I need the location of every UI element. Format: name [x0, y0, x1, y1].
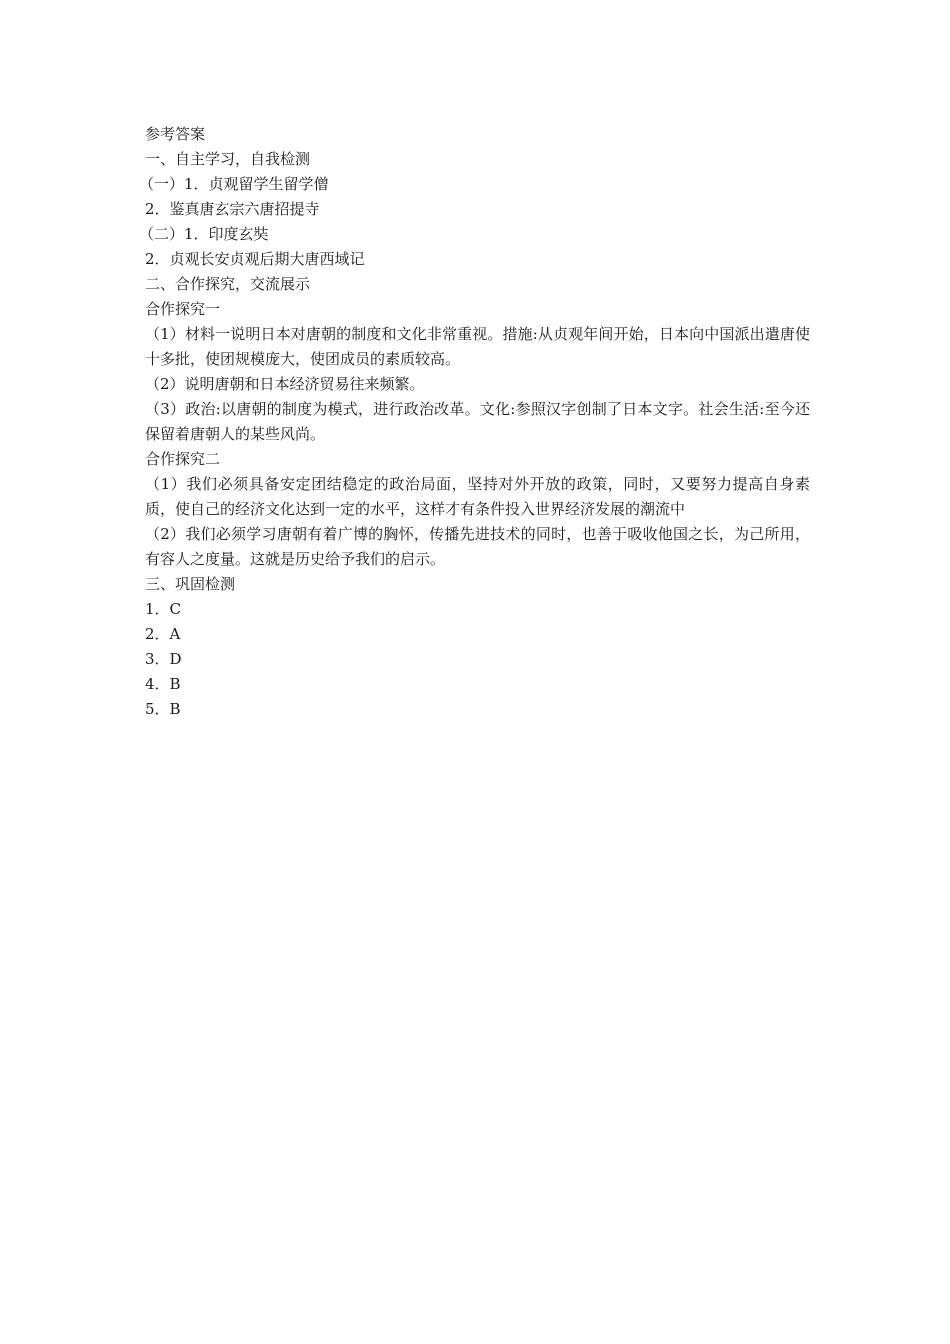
section-1-line-4: 2．贞观长安贞观后期大唐西域记 — [145, 250, 365, 268]
answer-3: 3．D — [145, 650, 182, 668]
part-2-item-1: （1）我们必须具备安定团结稳定的政治局面，坚持对外开放的政策，同时，又要努力提高自身素质，使自己的经济文化达到一定的水平，这样才有条件投入世界经济发展的潮流中 — [145, 475, 810, 518]
answer-1: 1．C — [145, 600, 182, 618]
section-3-heading: 三、巩固检测 — [145, 575, 236, 593]
section-1-heading: 一、自主学习，自我检测 — [145, 150, 311, 168]
section-2-heading: 二、合作探究，交流展示 — [145, 275, 311, 293]
section-1-line-1: （一）1．贞观留学生留学僧 — [139, 175, 329, 193]
answer-document — [139, 122, 810, 722]
answer-4: 4．B — [145, 675, 181, 693]
section-1-line-3: （二）1．印度玄奘 — [139, 225, 269, 243]
answer-2: 2．A — [145, 625, 181, 643]
part-1-heading: 合作探究一 — [145, 300, 221, 318]
document-title: 参考答案 — [145, 125, 206, 143]
answer-5: 5．B — [145, 700, 181, 718]
part-1-item-2: （2）说明唐朝和日本经济贸易往来频繁。 — [145, 375, 425, 393]
part-2-heading: 合作探究二 — [145, 450, 221, 468]
part-1-item-1: （1）材料一说明日本对唐朝的制度和文化非常重视。措施:从贞观年间开始，日本向中国派出遣唐使十多批，使团规模庞大，使团成员的素质较高。 — [145, 325, 810, 368]
part-1-item-3: （3）政治:以唐朝的制度为模式，进行政治改革。文化:参照汉字创制了日本文字。社会生活:至今还保留着唐朝人的某些风尚。 — [145, 400, 810, 443]
part-2-item-2: （2）我们必须学习唐朝有着广博的胸怀，传播先进技术的同时，也善于吸收他国之长，为己所用，有容人之度量。这就是历史给予我们的启示。 — [145, 525, 810, 568]
section-1-line-2: 2．鉴真唐玄宗六唐招提寺 — [145, 200, 320, 218]
